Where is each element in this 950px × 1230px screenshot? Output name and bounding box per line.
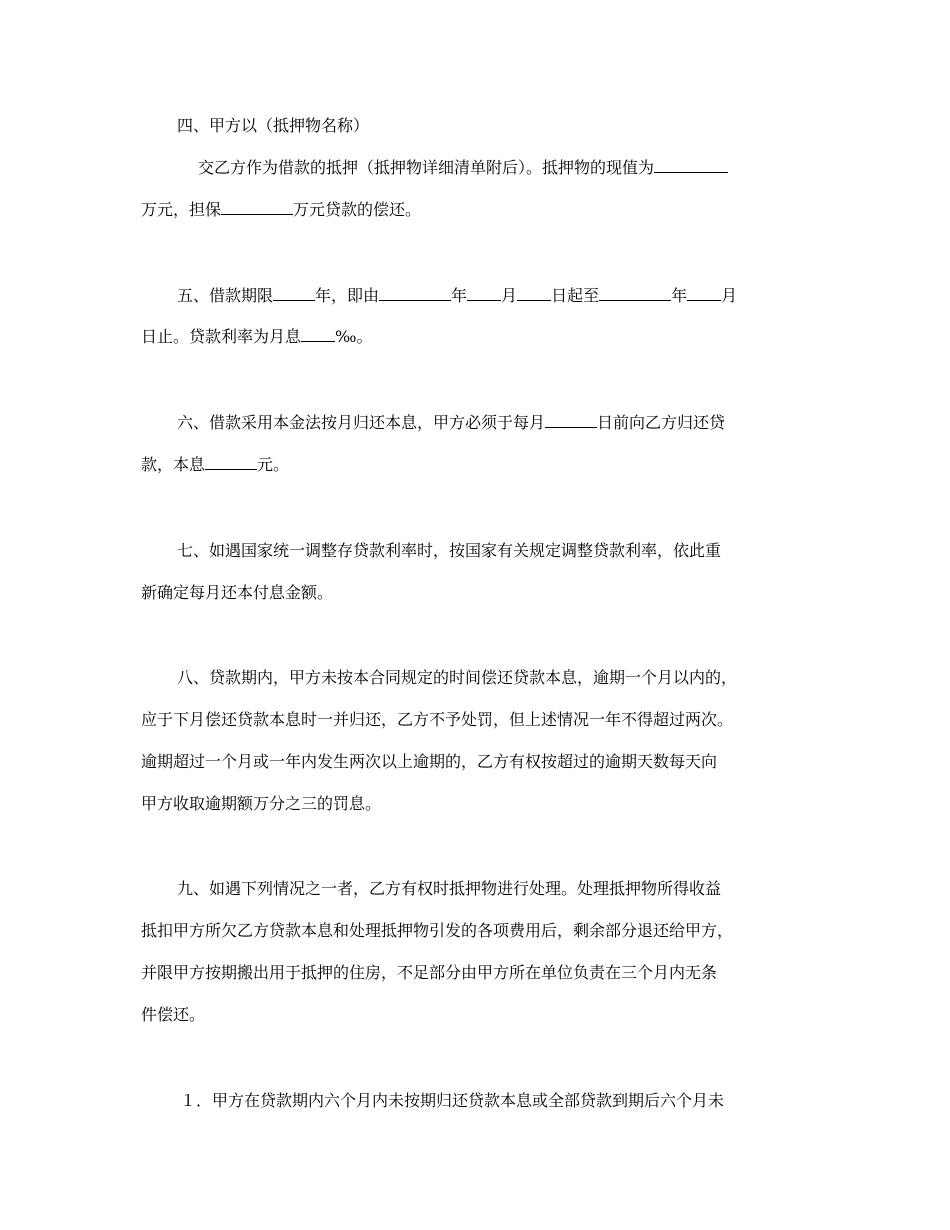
clause9-line4: 件偿还。 (141, 1005, 206, 1024)
blank-field[interactable] (517, 286, 551, 301)
clause6-line2-text-a: 款，本息 (141, 455, 206, 474)
clause5-text-e: 日起至 (551, 286, 600, 305)
clause6-line1 (177, 413, 725, 433)
blank-field[interactable] (205, 455, 257, 470)
clause5-text-a: 五、借款期限 (177, 286, 274, 305)
clause7-line1: 七、如遇国家统一调整存贷款利率时，按国家有关规定调整贷款利率，依此重 (177, 541, 722, 560)
clause8-line1: 八、贷款期内，甲方未按本合同规定的时间偿还贷款本息，逾期一个月以内的， (177, 668, 738, 687)
clause4-line1: 四、甲方以（抵押物名称） (177, 116, 370, 135)
clause4-line3 (141, 200, 421, 220)
blank-field[interactable] (273, 286, 315, 301)
blank-field[interactable] (687, 286, 721, 301)
clause9-line1: 九、如遇下列情况之一者，乙方有权时抵押物进行处理。处理抵押物所得收益 (177, 879, 722, 898)
clause8-line4: 甲方收取逾期额万分之三的罚息。 (141, 794, 382, 813)
clause4-line2 (198, 158, 728, 178)
clause5-text-g: 月 (721, 286, 738, 305)
clause9-line3: 并限甲方按期搬出用于抵押的住房，不足部分由甲方所在单位负责在三个月内无条 (141, 963, 718, 982)
clause4-line2-text: 交乙方作为借款的抵押（抵押物详细清单附后）。抵押物的现值为 (198, 158, 655, 177)
clause8-line3: 逾期超过一个月或一年内发生两次以上逾期的，乙方有权按超过的逾期天数每天向 (141, 752, 718, 771)
clause5-line2 (141, 327, 373, 347)
clause7-line2: 新确定每月还本付息金额。 (141, 583, 334, 602)
blank-field[interactable] (379, 286, 451, 301)
clause9-line2: 抵扣甲方所欠乙方贷款本息和处理抵押物引发的各项费用后，剩余部分退还给甲方， (141, 921, 734, 940)
clause4-line3-text-a: 万元，担保 (141, 200, 222, 219)
clause4-line3-text-b: 万元贷款的偿还。 (293, 200, 422, 219)
blank-field[interactable] (545, 413, 597, 428)
clause5-text-c: 年 (451, 286, 468, 305)
item1-line1: １．甲方在贷款期内六个月内未按期归还贷款本息或全部贷款到期后六个月未 (180, 1091, 725, 1110)
clause6-line2 (141, 455, 289, 475)
clause5-line2-text-a: 日止。贷款利率为月息 (141, 327, 302, 346)
blank-field[interactable] (301, 327, 335, 342)
clause6-line2-text-b: 元。 (257, 455, 290, 474)
clause5-text-f: 年 (671, 286, 688, 305)
blank-field[interactable] (221, 200, 293, 215)
clause5-line1 (177, 286, 737, 306)
clause6-text-a: 六、借款采用本金法按月归还本息，甲方必须于每月 (177, 413, 546, 432)
blank-field[interactable] (599, 286, 671, 301)
blank-field[interactable] (467, 286, 501, 301)
blank-field[interactable] (654, 158, 728, 173)
clause6-text-b: 日前向乙方归还贷 (597, 413, 726, 432)
clause5-text-d: 月 (501, 286, 518, 305)
clause5-line2-text-b: ‰。 (335, 327, 373, 346)
clause8-line2: 应于下月偿还贷款本息时一并归还，乙方不予处罚，但上述情况一年不得超过两次。 (141, 710, 734, 729)
clause5-text-b: 年，即由 (315, 286, 380, 305)
